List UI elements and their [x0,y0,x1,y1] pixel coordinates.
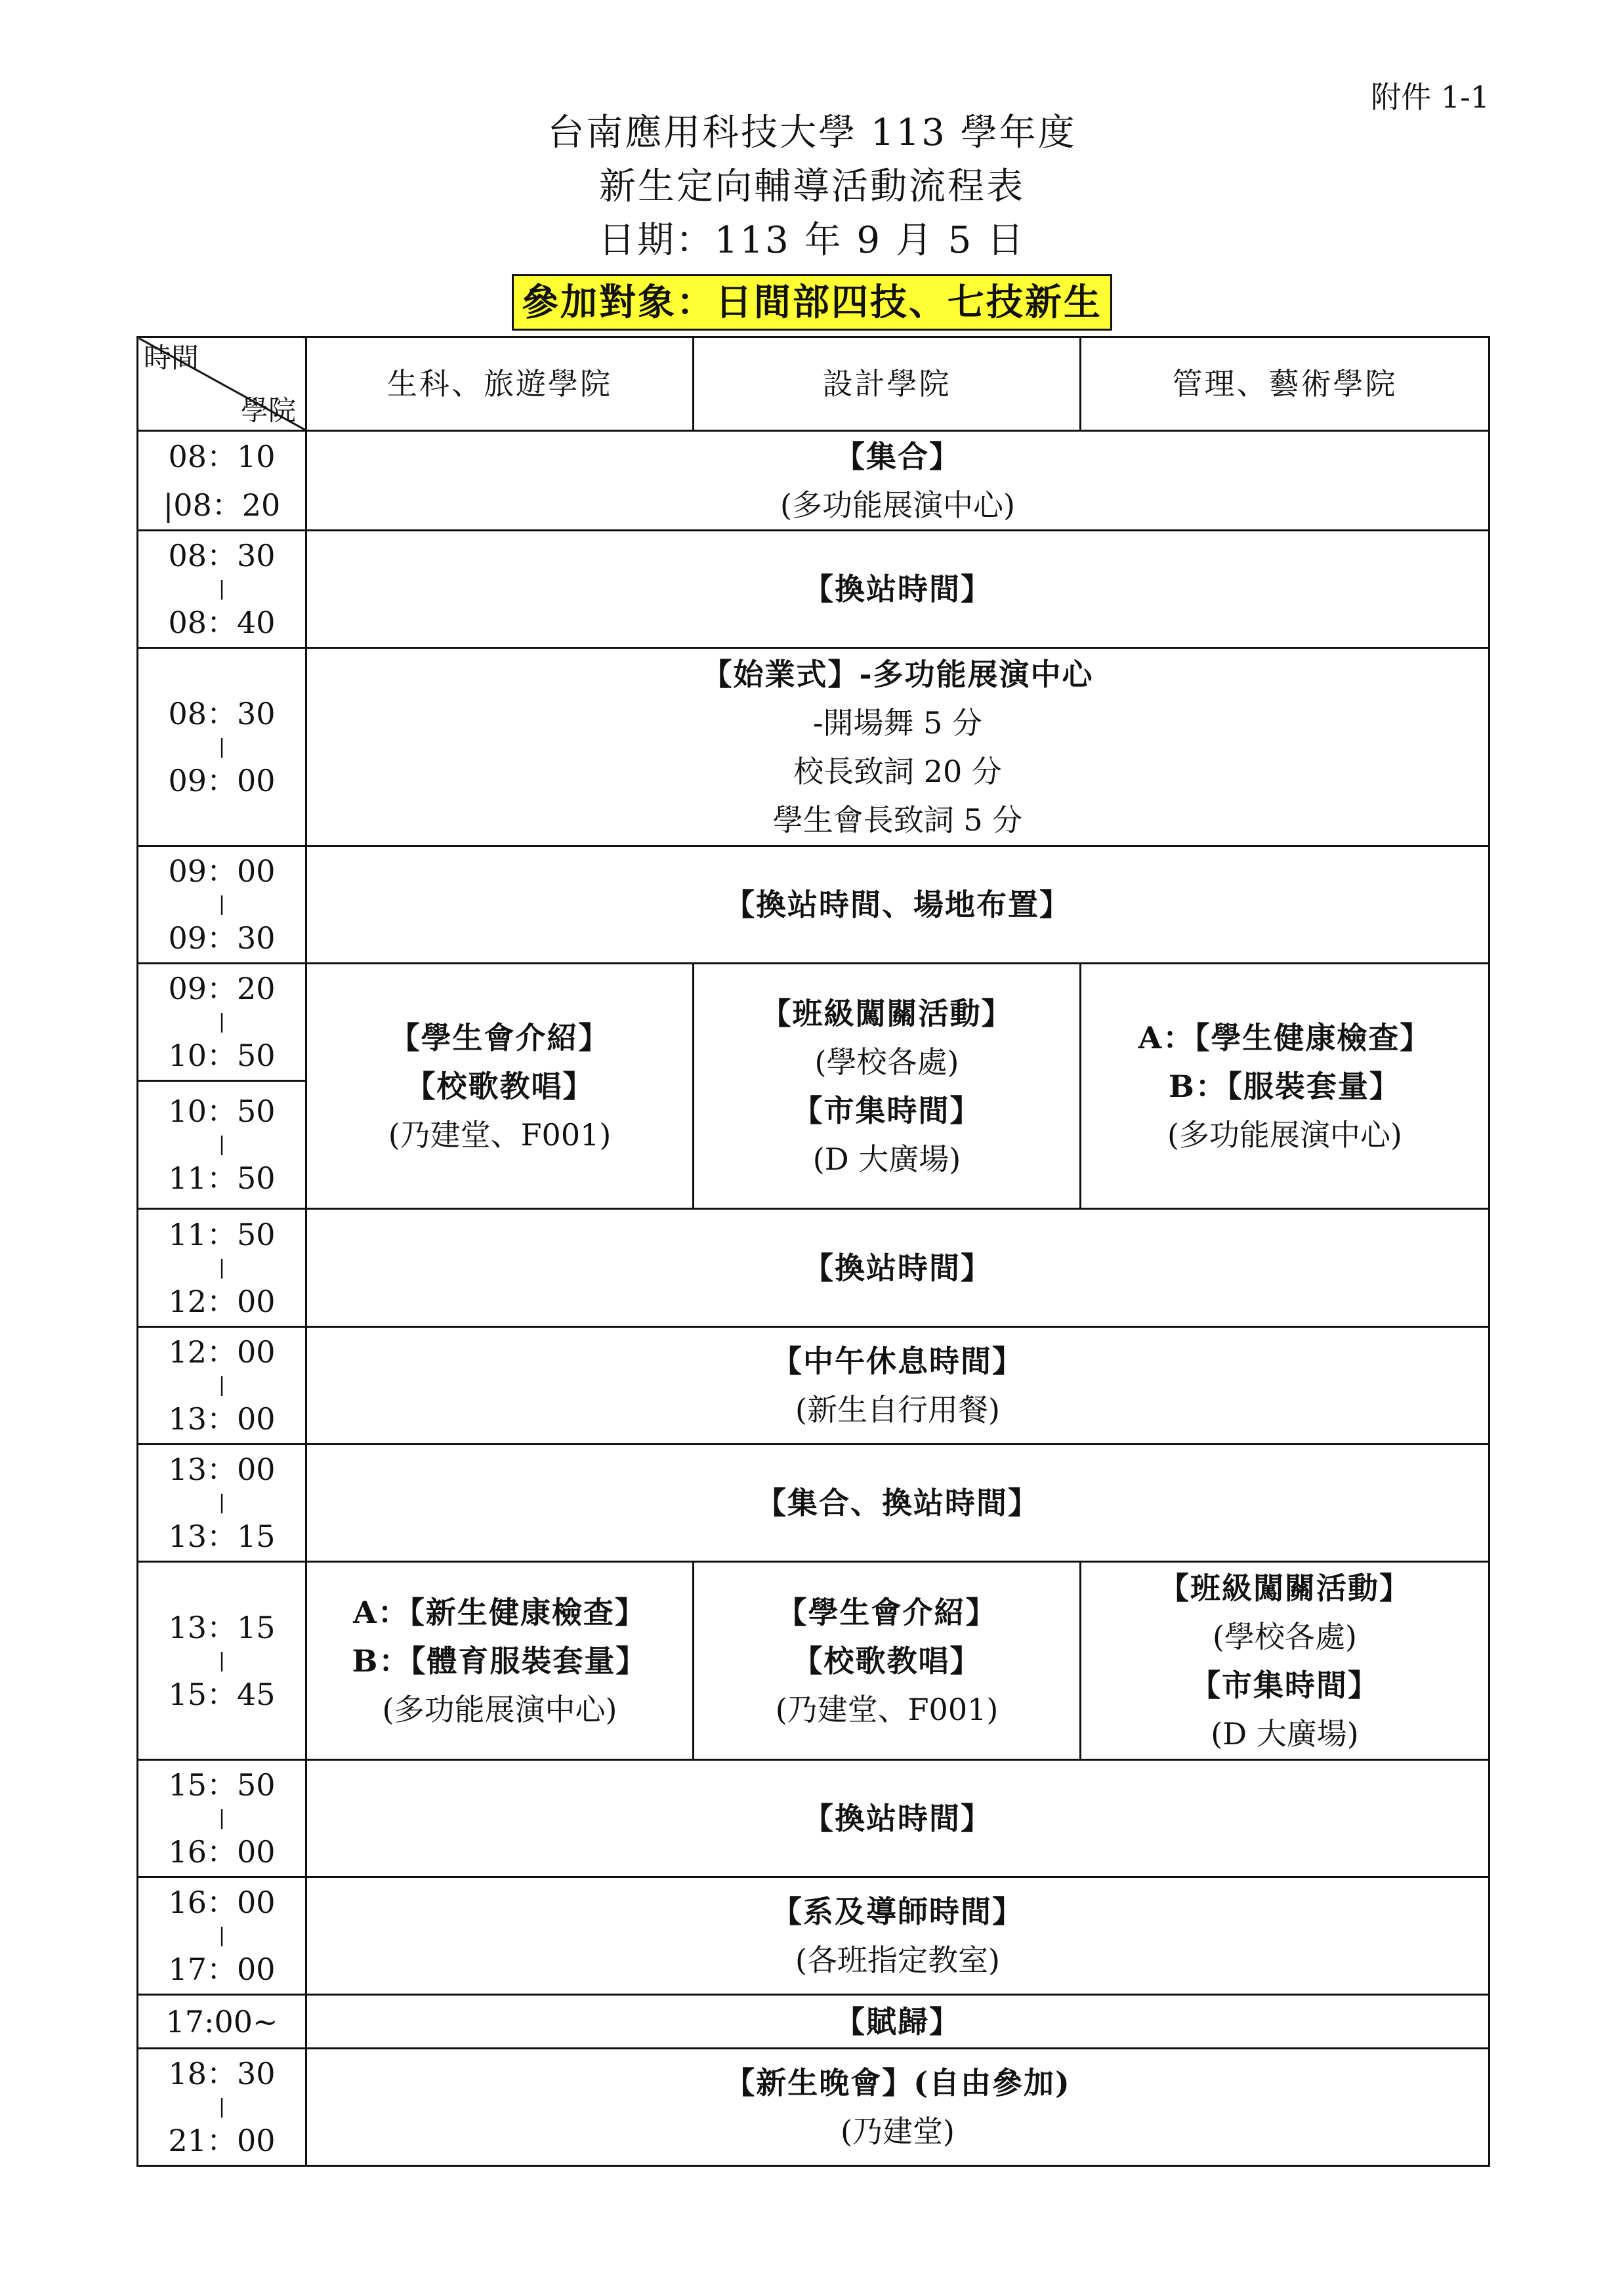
event-cell: 【新生晚會】(自由參加) (乃建堂) [306,2049,1489,2166]
column-header: 生科、旅遊學院 [306,337,694,431]
document-date: 日期：113 年 9 月 5 日 [598,219,1026,262]
table-row [138,1562,1489,1760]
event-cell: 【集合、換站時間】 [306,1445,1489,1562]
table-row [138,1445,1489,1562]
table-row [138,648,1489,846]
time-cell: 18：30 | 21：00 [138,2049,306,2166]
corner-time-label: 時間 [144,342,199,374]
time-cell: 10：50 | 11：50 [138,1081,306,1209]
event-cell: 【班級闖關活動】 (學校各處) 【市集時間】 (D 大廣場) [1081,1562,1489,1760]
event-cell: 【系及導師時間】 (各班指定教室) [306,1877,1489,1995]
event-cell: 【集合】 (多功能展演中心) [306,431,1489,531]
event-cell: 【換站時間】 [306,531,1489,648]
time-cell: 09：00 | 09：30 [138,846,306,964]
event-cell: A：【學生健康檢查】 B：【服裝套量】 (多功能展演中心) [1081,964,1489,1209]
event-cell: 【班級闖關活動】 (學校各處) 【市集時間】 (D 大廣場) [694,964,1081,1209]
time-cell: 13：15 | 15：45 [138,1562,306,1760]
attachment-label: 附件 1-1 [1371,79,1489,115]
table-row [138,531,1489,648]
event-cell: 【換站時間、場地布置】 [306,846,1489,964]
event-cell: 【始業式】-多功能展演中心 -開場舞 5 分 校長致詞 20 分 學生會長致詞 5 分 [306,648,1489,846]
time-cell: 17:00~ [138,1995,306,2049]
schedule-table [136,336,1490,2167]
table-row [138,1877,1489,1995]
event-cell: 【換站時間】 [306,1760,1489,1877]
time-cell: 16：00 | 17：00 [138,1877,306,1995]
table-row [138,431,1489,531]
event-cell: 【學生會介紹】 【校歌教唱】 (乃建堂、F001) [306,964,694,1209]
time-cell: 11：50 | 12：00 [138,1209,306,1327]
event-cell: A：【新生健康檢查】 B：【體育服裝套量】 (多功能展演中心) [306,1562,694,1760]
audience-banner: 參加對象：日間部四技、七技新生 [512,274,1112,331]
time-cell: 09：20 | 10：50 [138,964,306,1081]
event-cell: 【換站時間】 [306,1209,1489,1327]
table-row [138,1760,1489,1877]
document-title: 台南應用科技大學 113 學年度 [547,112,1077,154]
time-cell: 12：00 | 13：00 [138,1327,306,1445]
event-cell: 【學生會介紹】 【校歌教唱】 (乃建堂、F001) [694,1562,1081,1760]
table-row [138,1209,1489,1327]
table-row [138,1327,1489,1445]
column-header: 設計學院 [694,337,1081,431]
table-row [138,1995,1489,2049]
table-header-row [138,337,1489,431]
column-header: 管理、藝術學院 [1081,337,1489,431]
table-row [138,2049,1489,2166]
time-cell: 08：30 | 08：40 [138,531,306,648]
time-cell: 08：10 |08：20 [138,431,306,531]
event-cell: 【中午休息時間】 (新生自行用餐) [306,1327,1489,1445]
corner-cell [138,337,306,431]
time-cell: 08：30 | 09：00 [138,648,306,846]
table-row [138,846,1489,964]
time-cell: 13：00 | 13：15 [138,1445,306,1562]
time-cell: 15：50 | 16：00 [138,1760,306,1877]
corner-college-label: 學院 [240,394,296,426]
document-subtitle: 新生定向輔導活動流程表 [599,165,1025,208]
table-row [138,964,1489,1081]
event-cell: 【賦歸】 [306,1995,1489,2049]
